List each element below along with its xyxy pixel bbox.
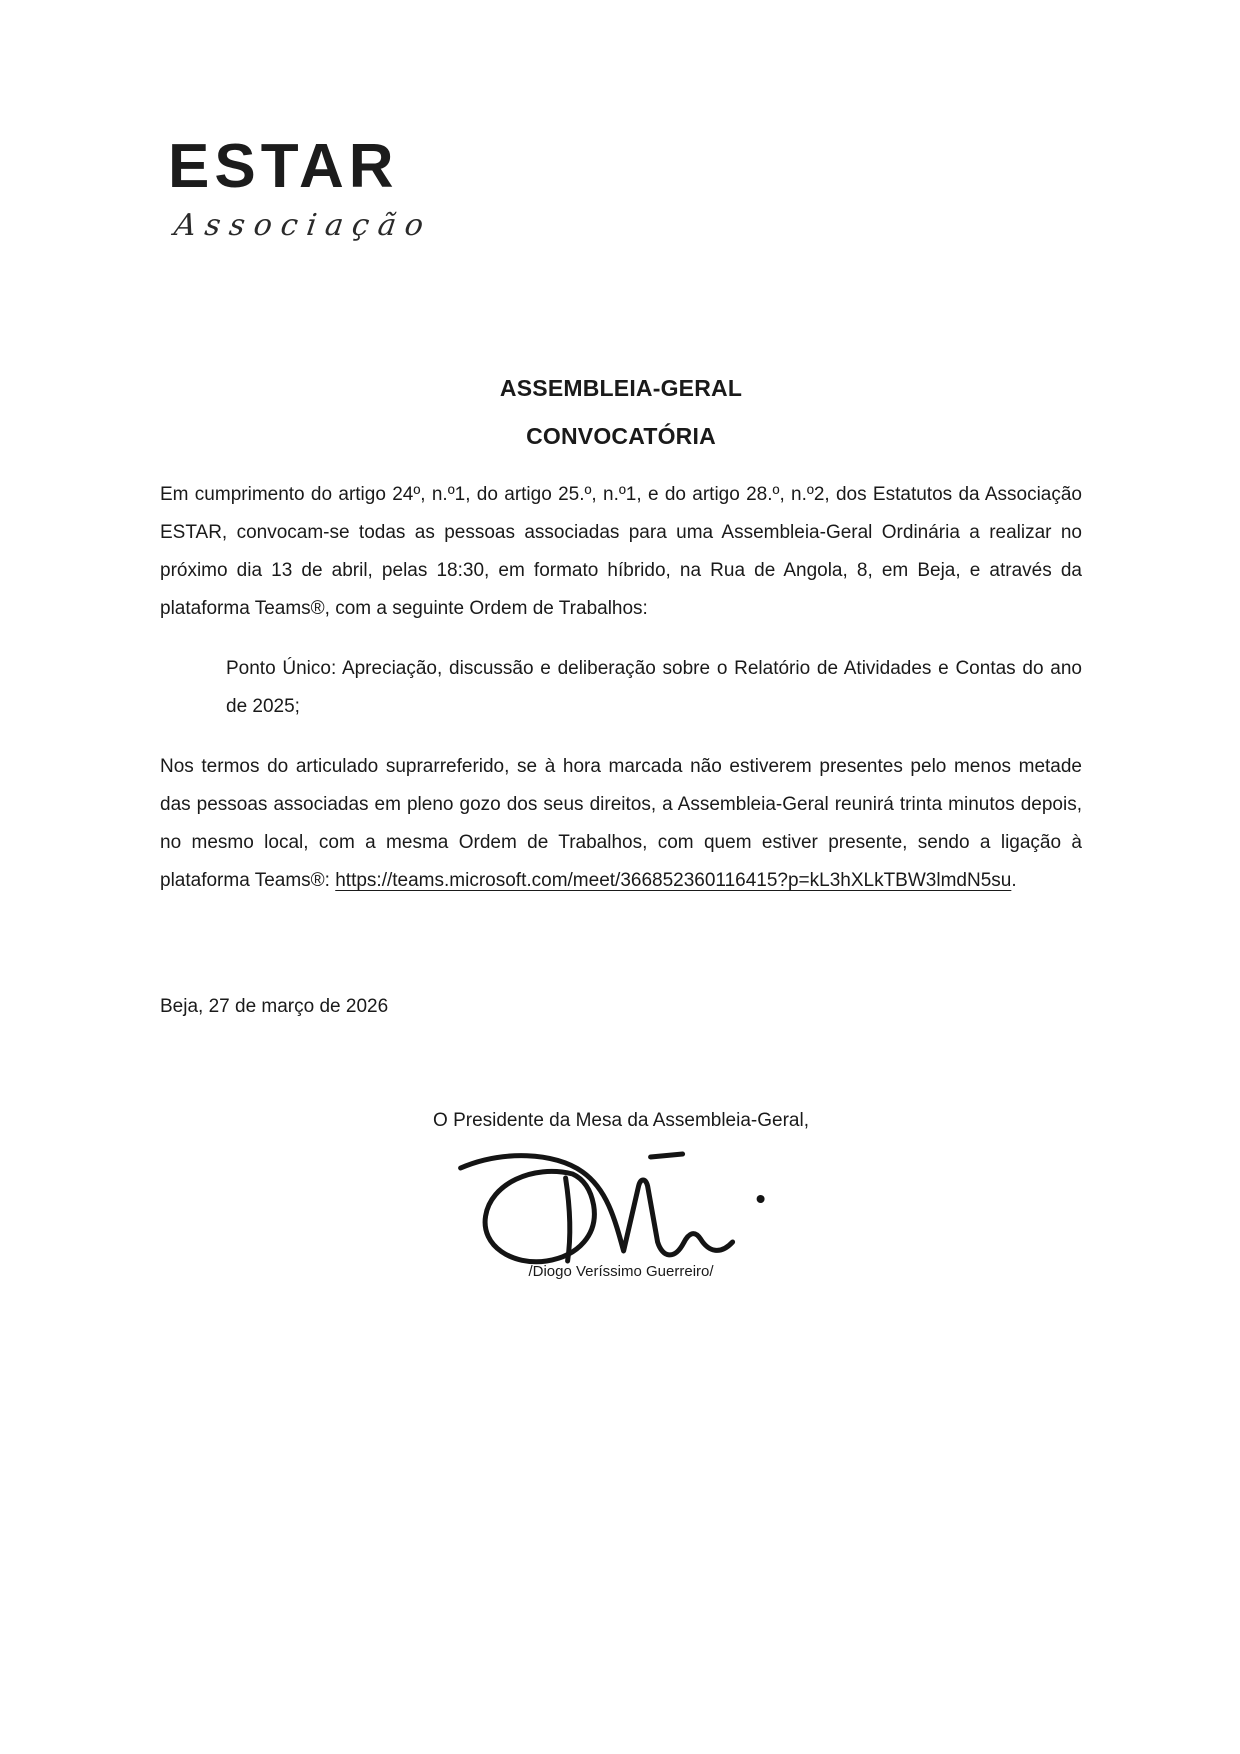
signature-scribble bbox=[455, 1142, 775, 1274]
teams-meeting-link[interactable]: https://teams.microsoft.com/meet/366852360116415?p=kL3hXLkTBW3lmdN5su bbox=[335, 870, 1012, 891]
paragraph-quorum bbox=[160, 748, 1082, 900]
paragraph-legal-basis: Em cumprimento do artigo 24º, n.º1, do artigo 25.º, n.º1, e do artigo 28.º, n.º2, dos Estatutos da Associação ESTAR, convocam-se todas as pessoas associadas para uma Assembleia-Geral Ordinária a realizar no próximo dia 13 de abril, pelas 18:30, em formato híbrido, na Rua de Angola, 8, em Beja, e através da plataforma Teams®, com a seguinte Ordem de Trabalhos: bbox=[160, 484, 1082, 619]
dateline: Beja, 27 de março de 2026 bbox=[160, 996, 389, 1017]
signature-title: O Presidente da Mesa da Assembleia-Geral, bbox=[433, 1110, 809, 1131]
heading-convocatoria: CONVOCATÓRIA bbox=[526, 423, 716, 449]
estar-logo bbox=[168, 132, 435, 243]
paragraph-quorum-text: Nos termos do articulado suprarreferido, se à hora marcada não estiverem presentes pelo menos metade das pessoas associadas em pleno gozo dos seus direitos, a Assembleia-Geral reunirá trinta minutos depois, no mesmo local, com a mesma Ordem de Trabalhos, com quem estiver presente, sendo a ligação à plataforma Teams®: bbox=[160, 756, 1082, 891]
paragraph-quorum-period: . bbox=[1011, 870, 1017, 891]
signature-block bbox=[160, 1102, 1082, 1290]
document-body bbox=[160, 374, 1082, 1290]
signature-area bbox=[160, 1140, 1082, 1290]
logo-title: ESTAR bbox=[168, 132, 399, 201]
logo-subtitle: Associação bbox=[172, 208, 435, 243]
heading-assembleia-geral: ASSEMBLEIA-GERAL bbox=[499, 375, 743, 401]
signature-name: /Diogo Veríssimo Guerreiro/ bbox=[528, 1263, 714, 1280]
agenda-item: Ponto Único: Apreciação, discussão e deliberação sobre o Relatório de Atividades e Contas do ano de 2025; bbox=[226, 658, 1082, 717]
